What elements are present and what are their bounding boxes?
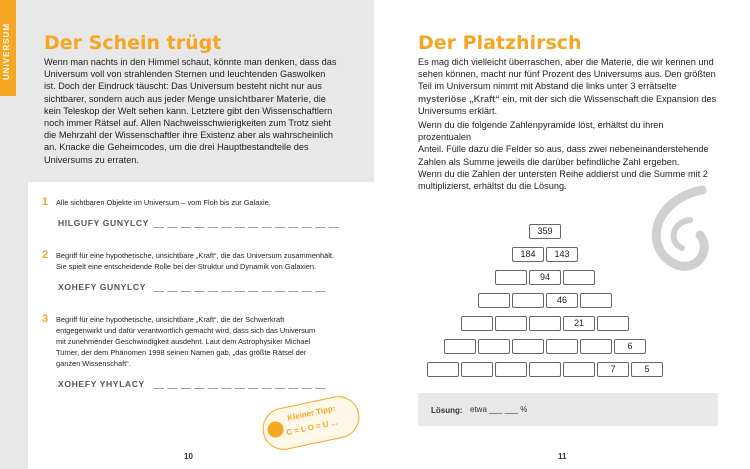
right-intro-text [418,56,718,117]
pyramid-cell[interactable] [512,339,544,354]
pyramid-cell[interactable] [495,362,527,377]
intro-line: noch immer Rätsel auf. Allen Nachweisschwierigkeiten zum Trotz sieht [44,118,331,129]
intro-line: Universums erklärt. [418,105,498,116]
pyramid-cell[interactable] [563,362,595,377]
section-tab [0,0,16,96]
intro-highlight: mysteriöse „Kraft“ [418,93,500,104]
pyramid-cell[interactable]: 94 [529,270,561,285]
question-number: 3 [42,313,49,325]
answer-blanks[interactable]: __ __ __ __ __ __ __ __ __ __ __ __ __ [154,379,326,389]
question-line: Sie spielt eine entscheidende Rolle bei der Struktur und Dynamik von Galaxien. [56,262,317,271]
instruction-line: Wenn du die folgende Zahlenpyramide löst, erhältst du ihren prozentualen [418,120,664,143]
pyramid-cell[interactable]: 143 [546,247,578,262]
solution-field[interactable]: etwa ___ ___ % [470,405,528,414]
secret-code: XOHEFY GUNYLCY [58,282,146,292]
intro-line [44,93,344,105]
pyramid-cell[interactable] [597,316,629,331]
instruction-line: Wenn du die Zahlen der untersten Reihe addierst und die Summe mit 2 [418,168,708,179]
intro-line [418,93,718,105]
right-page-title: Der Platzhirsch [418,32,582,54]
instruction-line: multiplizierst, erhältst du die Lösung. [418,181,567,192]
question-line: Begriff für eine hypothetische, unsichtbare „Kraft“, die das Universum zusammenhält. [56,251,334,260]
question-line: ganzen Wissenschaft“. [56,359,131,368]
question-line: Alle sichtbaren Objekte im Universum – vom Floh bis zur Galaxie. [56,198,271,207]
intro-line: Wenn man nachts in den Himmel schaut, könnte man denken, dass das [44,57,337,67]
question-number: 1 [42,196,49,208]
pyramid-cell[interactable]: 184 [512,247,544,262]
page-number-right: 11 [558,452,567,461]
intro-segment: , die [308,93,326,104]
swirl-graphic [632,180,722,290]
intro-line: Teil im Universum nimmt mit Abstand die links unter 3 errätselte [418,81,677,92]
pyramid-cell[interactable] [563,270,595,285]
intro-line: die Mehrzahl der Wissenschaftler ihre Existenz aber als wahrscheinlich [44,130,334,141]
pyramid-cell[interactable]: 5 [631,362,663,377]
secret-code: HILGUFY GUNYLCY [58,218,149,228]
pyramid-cell[interactable] [546,339,578,354]
pyramid-cell[interactable]: 7 [597,362,629,377]
pyramid-cell[interactable]: 6 [614,339,646,354]
pyramid-cell[interactable]: 46 [546,293,578,308]
left-page-title: Der Schein trügt [44,32,222,54]
left-intro-text [44,56,344,166]
secret-code: XOHEFY YHYLACY [58,379,145,389]
intro-line: Universums zu erraten. [44,154,139,165]
pyramid-cell[interactable] [529,362,561,377]
question-line: entgegenwirkt und dafür verantwortlich gemacht wird, dass sich das Universum [56,326,316,335]
pyramid-cell[interactable] [461,362,493,377]
intro-line: ist. Doch der Eindruck täuscht: Das Universum besteht nicht nur aus [44,81,322,92]
hint-title: Kleiner Tipp: [286,403,337,423]
pyramid-cell[interactable] [580,293,612,308]
question-line: Turner, der dem Phänomen 1998 seinen Namen gab, „das größte Rätsel der [56,348,307,357]
instruction-line: Zahlen als Summe jeweils die darüber befindliche Zahl ergeben. [418,156,680,167]
question-text [56,250,361,272]
hint-text: C = L O = U ... [285,417,339,438]
answer-blanks[interactable]: __ __ __ __ __ __ __ __ __ __ __ __ __ __ [154,218,340,228]
answer-blanks[interactable]: __ __ __ __ __ __ __ __ __ __ __ __ __ [154,282,326,292]
intro-highlight: unsichtbarer Materie [218,93,309,104]
intro-line: sehen können, macht nur fünf Prozent des Universums aus. Den größten [418,69,716,80]
intro-line: Es mag dich vielleicht überraschen, aber die Materie, die wir kennen und [418,57,714,67]
solution-label: Lösung: [431,406,463,415]
pyramid-cell[interactable] [495,270,527,285]
pyramid-cell[interactable] [478,293,510,308]
pyramid-cell[interactable] [495,316,527,331]
pyramid-cell[interactable] [444,339,476,354]
pyramid-cell[interactable]: 21 [563,316,595,331]
intro-segment: sichtbarer, sondern auch aus jeder Menge [44,93,216,104]
pyramid-cell[interactable] [478,339,510,354]
question-line: mit zunehmender Geschwindigkeit ausdehnt. Laut dem Astrophysiker Michael [56,337,311,346]
question-text [56,197,361,208]
pyramid-cell[interactable] [461,316,493,331]
pyramid-cell[interactable]: 359 [529,224,561,239]
intro-segment: ein, mit der sich die Wissenschaft die Expansion des [502,93,717,104]
question-text [56,314,361,369]
intro-line: an. Knacke die Geheimcodes, um die drei Hauptbestandteile des [44,142,309,153]
pyramid-cell[interactable] [529,316,561,331]
intro-line: Universum voll von strahlenden Sternen und leuchtenden Gaswolken [44,69,326,80]
pyramid-cell[interactable] [580,339,612,354]
question-number: 2 [42,249,49,261]
page-number-left: 10 [184,452,193,461]
lightbulb-icon [266,420,285,439]
instruction-line: Anteil. Fülle dazu die Felder so aus, dass zwei nebeneinanderstehende [418,144,709,155]
pyramid-cell[interactable] [427,362,459,377]
solution-box [418,393,718,426]
pyramid-cell[interactable] [512,293,544,308]
intro-line: kein Teleskop der Welt sehen kann. Letztere gibt den Wissenschaftlern [44,105,333,116]
section-tab-label: UNIVERSUM [2,22,11,80]
question-line: Begriff für eine hypothetische, unsichtbare „Kraft“, die der Schwerkraft [56,315,285,324]
